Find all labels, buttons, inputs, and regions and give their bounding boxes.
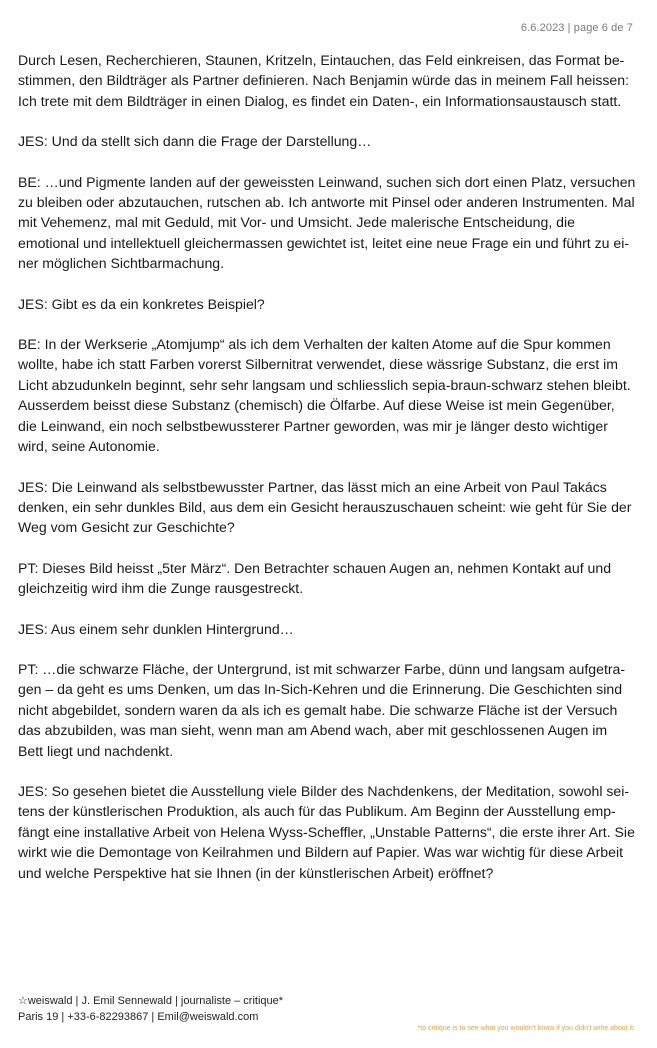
page-header bbox=[521, 22, 633, 34]
paragraph: PT: …die schwarze Fläche, der Untergrund, ist mit schwarzer Farbe, dünn und langsam aufgetragen – da geht es ums Denken, um das In-Sich-Kehren und die Erinnerung. Die Geschichten sind nicht abgebildet, sondern waren da als ich es gemalt habe. Die schwarze Fläche ist der Versuch das abzubilden, was man sieht, wenn man am Abend wach, aber mit geschlossenen Augen im Bett liegt und nachdenkt. bbox=[18, 660, 626, 759]
paragraph: JES: Gibt es da ein konkretes Beispiel? bbox=[18, 295, 265, 312]
paragraph: BE: …und Pigmente landen auf der geweissten Leinwand, suchen sich dort einen Platz, versuchen zu bleiben oder abzutauchen, rutschen ab. Ich antworte mit Pinsel oder anderen Instrumenten. Mal mit Vehemenz, mal mit Geduld, mit Vor- und Umsicht. Jede malerische Entscheidung, die emotional und intellektuell gleichermassen gewichtet ist, leitet eine neue Frage ein und führt zu einer möglichen Sichtbarmachung. bbox=[18, 173, 636, 272]
paragraph: JES: So gesehen bietet die Ausstellung viele Bilder des Nachdenkens, der Meditation, sowohl seitens der künstlerischen Produktion, als auch für das Publikum. Am Beginn der Ausstellung empfängt eine installative Arbeit von Helena Wyss-Scheffler, „Unstable Patterns“, die erste ihrer Art. Sie wirkt wie die Demontage von Keilrahmen und Bildern auf Papier. Was war wichtig für diese Arbeit und welche Perspektive hat sie Ihnen (in der künstlerischen Arbeit) eröffnet? bbox=[18, 782, 635, 881]
paragraph: Durch Lesen, Recherchieren, Staunen, Kritzeln, Eintauchen, das Feld einkreisen, das Format bestimmen, den Bildträger als Partner definieren. Nach Benjamin würde das in meinem Fall heissen: Ich trete mit dem Bildträger in einen Dialog, es findet ein Daten-, ein Informationsaustausch statt. bbox=[18, 52, 630, 109]
paragraph: JES: Die Leinwand als selbstbewusster Partner, das lässt mich an eine Arbeit von Paul Takács denken, ein sehr dunkles Bild, aus dem ein Gesicht herauszuschauen scheint: wie geht für Sie der Weg vom Gesicht zur Geschichte? bbox=[18, 478, 632, 536]
footer-tagline: *to critique is to see what you wouldn't know if you didn't write about it. bbox=[417, 1025, 635, 1032]
paragraph: JES: Und da stellt sich dann die Frage der Darstellung… bbox=[18, 133, 372, 150]
paragraph: JES: Aus einem sehr dunklen Hintergrund… bbox=[18, 620, 294, 637]
paragraph: PT: Dieses Bild heisst „5ter März“. Den Betrachter schauen Augen an, nehmen Kontakt auf und gleichzeitig wird ihm die Zunge rausgestreckt. bbox=[18, 559, 612, 597]
paragraph: BE: In der Werkserie „Atomjump“ als ich dem Verhalten der kalten Atome auf die Spur kommen wollte, habe ich statt Farben vorerst Silbernitrat verwendet, diese wässrige Substanz, die erst im Licht abzudunkeln beginnt, sehr sehr langsam und schliesslich sepia-braun-schwarz stehen bleibt. Ausserdem beisst diese Substanz (chemisch) die Ölfarbe. Auf diese Weise ist mein Gegenüber, die Leinwand, ein noch selbstbewussterer Partner geworden, was mir je länger desto wichtiger wird, seine Autonomie. bbox=[18, 336, 631, 455]
footer-contact bbox=[18, 993, 283, 1025]
footer-author-line: ☆weiswald | J. Emil Sennewald | journaliste – critique* bbox=[18, 995, 284, 1007]
document-body bbox=[18, 50, 636, 903]
page-info: 6.6.2023 | page 6 de 7 bbox=[520, 22, 633, 34]
footer-address-line: Paris 19 | +33-6-82293867 | Emil@weiswald.com bbox=[18, 1011, 259, 1023]
